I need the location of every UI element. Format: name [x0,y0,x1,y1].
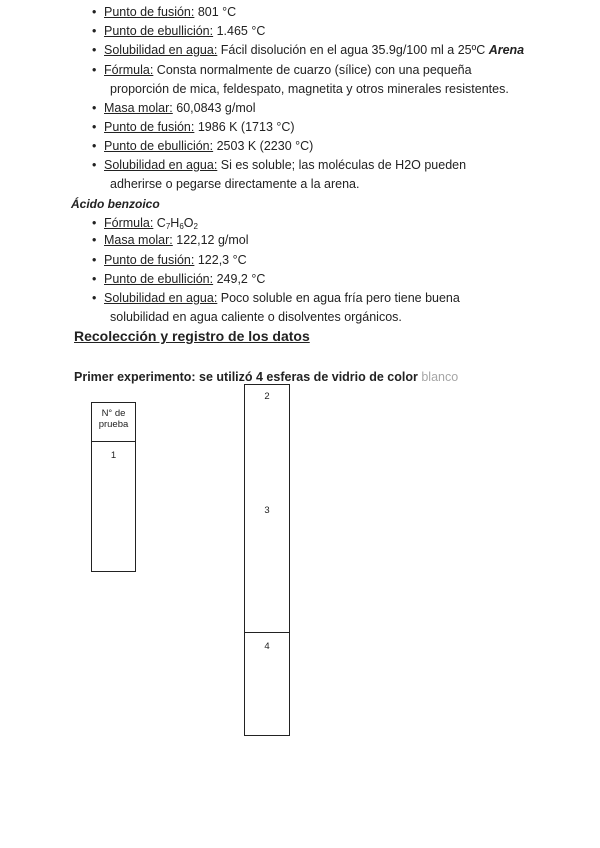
value: 122,3 °C [194,253,247,267]
formula-h: H [170,216,180,230]
arena-fusion [104,119,295,135]
arena-formula [104,62,472,78]
row-number: 3 [264,505,270,516]
label: Masa molar: [104,233,173,247]
label: Fórmula: [104,216,154,230]
arena-ebullicion [104,138,313,154]
benzoico-solubilidad-cont: solubilidad en agua caliente o disolventes orgánicos. [110,310,402,324]
label: Punto de ebullición: [104,139,214,153]
value: 60,0843 g/mol [172,101,256,115]
label: Masa molar: [104,101,173,115]
formula-n1: 7 [165,222,171,231]
value: 1.465 °C [213,24,266,38]
sal-solubilidad [104,42,524,58]
formula-n3: 2 [193,222,198,231]
label: Solubilidad en agua: [104,43,218,57]
label: Punto de fusión: [104,253,195,267]
value: 801 °C [194,5,237,19]
table-header-cell [91,402,136,442]
arena-solubilidad [104,157,466,173]
header-line2: prueba [98,419,129,430]
value: 2503 K (2230 °C) [213,139,314,153]
benzoico-ebullicion [104,271,265,287]
row-number: 4 [264,641,270,652]
value: 1986 K (1713 °C) [194,120,295,134]
label: Punto de ebullición: [104,272,214,286]
label: Punto de fusión: [104,120,195,134]
arena-masa [104,100,255,116]
table-row [244,384,290,633]
label: Solubilidad en agua: [104,158,218,172]
value: 122,12 g/mol [172,233,249,247]
experiment-title [74,370,458,384]
sal-ebullicion [104,23,265,39]
formula-o: O [183,216,194,230]
row-number: 1 [110,450,117,461]
sal-fusion [104,4,236,20]
table-row [91,441,136,572]
arena-solubilidad-cont: adherirse o pegarse directamente a la arena. [110,177,360,191]
label: Punto de fusión: [104,5,195,19]
experiment-text: Primer experimento: se utilizó 4 esferas de vidrio de color [74,370,422,384]
benzoico-solubilidad [104,290,460,306]
formula-c: C [153,216,166,230]
value: Consta normalmente de cuarzo (sílice) con una pequeña [153,63,472,77]
experiment-color: blanco [421,370,459,384]
value: Fácil disolución en el agua 35.9g/100 ml a 25ºC [217,43,489,57]
value: Si es soluble; las moléculas de H2O pueden [217,158,467,172]
benzoico-title: Ácido benzoico [71,197,160,211]
label: Solubilidad en agua: [104,291,218,305]
label: Punto de ebullición: [104,24,214,38]
arena-title: Arena [488,43,525,57]
header-line1: N° de [101,408,126,419]
label: Fórmula: [104,63,154,77]
row-number: 2 [264,391,270,402]
value: 249,2 °C [213,272,266,286]
benzoico-fusion [104,252,247,268]
benzoico-formula [104,215,198,231]
table-row [244,632,290,736]
value: Poco soluble en agua fría pero tiene buena [217,291,460,305]
benzoico-masa [104,232,249,248]
formula-n2: 6 [179,222,184,231]
arena-formula-cont: proporción de mica, feldespato, magnetita y otros minerales resistentes. [110,82,509,96]
section-heading: Recolección y registro de los datos [74,328,310,344]
